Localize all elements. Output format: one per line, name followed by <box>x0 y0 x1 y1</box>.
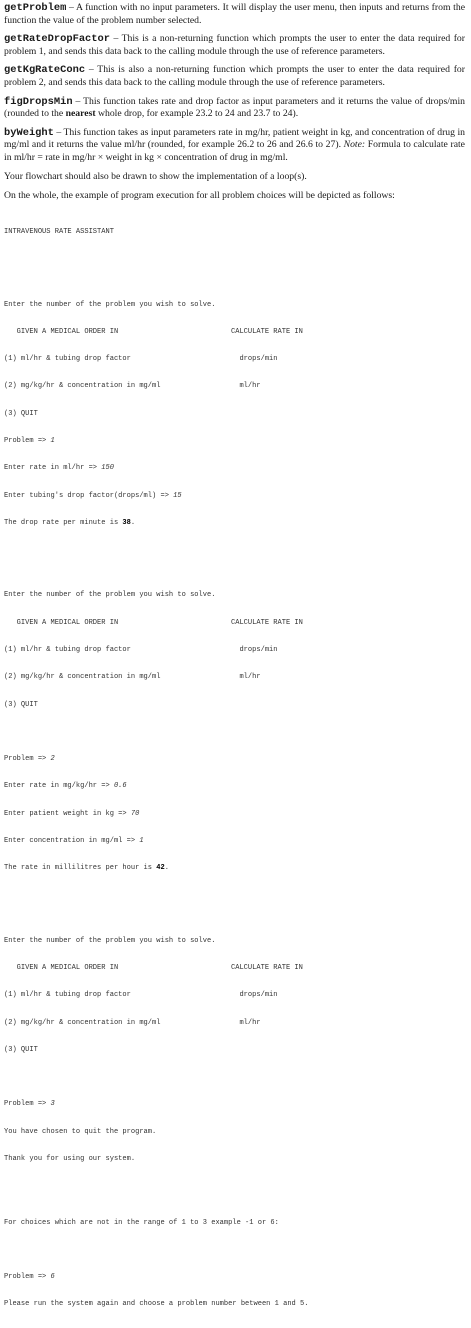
function-name: getProblem <box>4 2 67 14</box>
rate-line: Enter rate in ml/hr => 150 <box>4 464 114 473</box>
menu-option-3: (3) QUIT <box>4 409 38 418</box>
menu-header-row: GIVEN A MEDICAL ORDER IN CALCULATE RATE IN <box>4 618 303 627</box>
concentration-line: Enter concentration in mg/ml => 1 <box>4 836 144 845</box>
menu-option-2: (2) mg/kg/hr & concentration in mg/ml ml/hr <box>4 1018 261 1027</box>
document <box>4 2 465 1328</box>
example-intro: On the whole, the example of program execution for all problem choices will be depicted as follows: <box>4 190 395 202</box>
function-name: figDropsMin <box>4 95 73 108</box>
menu-option-1: (1) ml/hr & tubing drop factor drops/min <box>4 355 278 364</box>
console-title: INTRAVENOUS RATE ASSISTANT <box>4 227 114 236</box>
menu-option-1: (1) ml/hr & tubing drop factor drops/min <box>4 646 278 655</box>
result-line: The rate in millilitres per hour is 42. <box>4 864 169 873</box>
console-prompt-solve: Enter the number of the problem you wish to solve. <box>4 300 216 309</box>
console-output <box>4 210 465 1328</box>
thanks-line: Thank you for using our system. <box>4 1155 136 1163</box>
rate-line: Enter rate in mg/kg/hr => 0.6 <box>4 782 127 791</box>
function-name: byWeight <box>4 126 54 139</box>
problem-line: Problem => 3 <box>4 1100 55 1109</box>
function-getratedropfactor: getRateDropFactor – This is a non-returning function which prompts the user to enter the data required for problem 1, and sends this data back to the calling module through the use of reference parameters. <box>4 33 466 57</box>
menu-option-3: (3) QUIT <box>4 1045 38 1054</box>
menu-header-row: GIVEN A MEDICAL ORDER IN CALCULATE RATE IN <box>4 964 303 973</box>
function-description-end: whole drop, for example 23.2 to 24 and 23.7 to 24). <box>95 108 299 120</box>
user-input: 0.6 <box>113 782 127 791</box>
function-figdropsmin: figDropsMin – This function takes rate and drop factor as input parameters and it returns the value of drops/min (rounded to the nearest whole drop, for example 23.2 to 24 and 23.7 to 24). <box>4 95 465 120</box>
menu-right-header: CALCULATE RATE IN <box>231 327 303 336</box>
quit-line: You have chosen to quit the program. <box>4 1127 157 1136</box>
user-input: 15 <box>173 491 182 500</box>
menu-option-3: (3) QUIT <box>4 700 38 709</box>
menu-option-2: (2) mg/kg/hr & concentration in mg/ml ml/hr <box>4 382 261 391</box>
user-input: 150 <box>101 464 114 473</box>
user-input: 3 <box>50 1100 55 1109</box>
console-prompt-solve: Enter the number of the problem you wish to solve. <box>4 936 216 945</box>
user-input: 70 <box>130 809 140 818</box>
note-label: Note: <box>343 139 366 151</box>
function-description: This function takes as input parameters rate in mg/hr, patient weight in kg, and concentration of drug in mg/ml and it returns the value ml/hr (rounded, for example 26.2 to 26 and 26.6 to 27). <box>4 126 465 151</box>
function-name: getRateDropFactor <box>4 33 111 46</box>
emphasis-nearest: nearest <box>65 108 96 120</box>
menu-header-row <box>4 328 465 337</box>
user-input: 2 <box>50 755 55 764</box>
problem-line: Problem => 1 <box>4 436 55 445</box>
function-byweight: byWeight – This function takes as input parameters rate in mg/hr, patient weight in kg, and concentration of drug in mg/ml and it returns the value ml/hr (rounded, for example 26.2 to 26 and 26.6 to 27). Note: Formula to calculate rate in ml/hr = rate in mg/hr × weight in kg × concentration of drug in mg/ml. <box>4 126 465 163</box>
function-getproblem: getProblem – A function with no input parameters. It will display the user menu, then inputs and returns from the function the value of the problem number selected. <box>4 2 465 26</box>
function-description: A function with no input parameters. It will display the user menu, then inputs and returns from the function the value of the problem number selected. <box>4 2 465 26</box>
result-line: The drop rate per minute is 38. <box>4 518 136 527</box>
formula-description: Formula to calculate rate in ml/hr = rate in mg/hr × weight in kg × concentration of drug in mg/ml. <box>4 139 465 163</box>
invalid-choice-note: For choices which are not in the range of 1 to 3 example -1 or 6: <box>4 1218 279 1227</box>
error-line: Please run the system again and choose a problem number between 1 and 5. <box>4 1300 309 1309</box>
function-description: This is a non-returning function which prompts the user to enter the data required for problem 1, and sends this data back to the calling module through the use of reference parameters. <box>4 33 466 57</box>
weight-line: Enter patient weight in kg => 70 <box>4 809 140 818</box>
menu-option-2: (2) mg/kg/hr & concentration in mg/ml ml/hr <box>4 673 261 682</box>
menu-left-header: GIVEN A MEDICAL ORDER IN <box>4 327 119 336</box>
flowchart-instruction: Your flowchart should also be drawn to show the implementation of a loop(s). <box>4 170 307 182</box>
function-getkgrateconc: getKgRateConc – This is also a non-returning function which prompts the user to enter the data required for problem 2, and sends this data back to the calling module through the use of reference parameters. <box>4 64 465 88</box>
problem-line: Problem => 6 <box>4 1273 55 1282</box>
drop-factor-line: Enter tubing's drop factor(drops/ml) => 15 <box>4 491 182 500</box>
function-name: getKgRateConc <box>4 64 86 77</box>
result-value: 42 <box>156 864 165 873</box>
result-value: 38 <box>122 518 131 527</box>
user-input: 1 <box>50 436 55 445</box>
problem-line: Problem => 2 <box>4 755 55 764</box>
function-description: This is also a non-returning function which prompts the user to enter the data required for problem 2, and sends this data back to the calling module through the use of reference parameters. <box>4 64 465 88</box>
console-prompt-solve: Enter the number of the problem you wish to solve. <box>4 591 216 600</box>
function-description: This function takes rate and drop factor as input parameters and it returns the value of drops/min (rounded to the <box>4 95 465 120</box>
user-input: 1 <box>139 836 144 845</box>
user-input: 6 <box>50 1273 55 1282</box>
menu-option-1: (1) ml/hr & tubing drop factor drops/min <box>4 991 278 1000</box>
